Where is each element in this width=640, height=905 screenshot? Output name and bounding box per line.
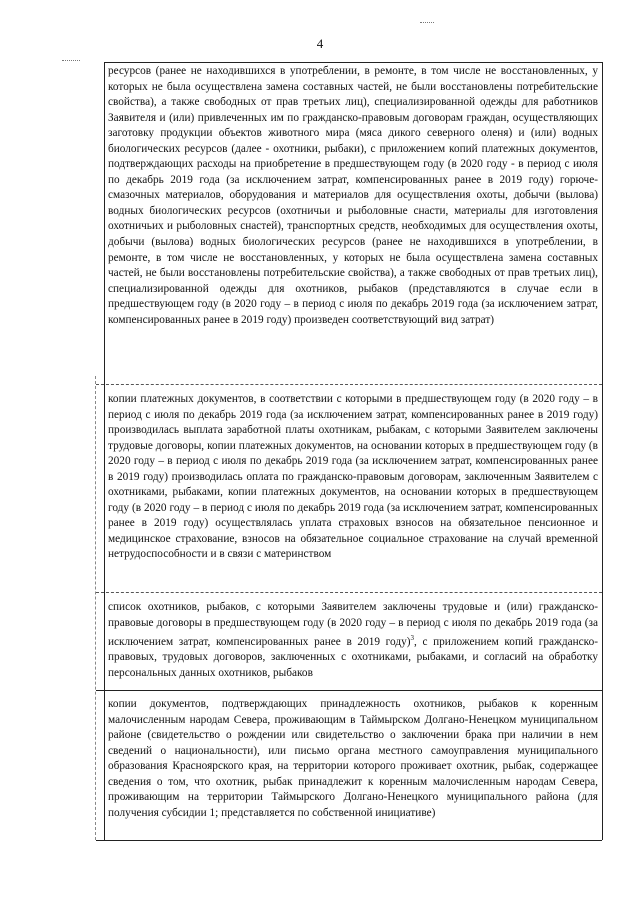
table-left-border — [104, 62, 105, 840]
row-divider — [96, 690, 602, 691]
table-right-border — [602, 62, 603, 840]
page-number: 4 — [316, 36, 324, 51]
table-bottom-border — [96, 840, 602, 841]
table-cell-block-4: копии документов, подтверждающих принадлежность охотников, рыбаков к коренным малочисленным народам Севера, проживающим в Таймырском Долгано-Ненецком муниципальном районе (свидетельство о рождении или свидетельство о заключении брака при наличии в нем сведений о национальности), или письмо органа местного самоуправления муниципального образования Красноярского края, на территории которого проживает охотник, рыбак, содержащее сведения о том, что охотник, рыбак принадлежит к коренным малочисленным народам Севера, проживающим на территории Таймырского Долгано-Ненецкого муниципального района (для получения субсидии 1; представляется по собственной инициативе) — [108, 698, 598, 819]
scan-mark — [62, 60, 80, 61]
table-cell-block-2: копии платежных документов, в соответствии с которыми в предшествующем году (в 2020 году – в период с июля по декабрь 2019 года (за исключением затрат, компенсированных ранее в 2019 году) производилась выплата заработной платы охотникам, рыбакам, с которыми Заявителем заключены трудовые договоры, копии платежных документов, на основании которых в предшествующем году (в 2020 году – в период с июля по декабрь 2019 года (за исключением затрат, компенсированных ранее в 2019 году) производилась оплата по гражданско-правовым договорам, заключенным Заявителем с охотниками, рыбаками, копии платежных документов, на основании которых в предшествующем году (в 2020 году – в период с июля по декабрь 2019 года (за исключением затрат, компенсированных ранее в 2019 году) осуществлялась уплата страховых взносов на обязательное пенсионное и медицинское страхование, взносов на обязательное социальное страхование на случай временной нетрудоспособности и в связи с материнством — [108, 393, 598, 561]
block-3-text-a: список охотников, рыбаков, с которыми Заявителем заключены трудовые и (или) гражданско-правовые договоры в предшествующем году (в 2020 году – в период с июля по декабрь 2019 года (за исключением затрат, компенсированных ранее в 2019 году) — [108, 601, 598, 648]
table-top-border — [104, 62, 602, 63]
table-cell-block-3 — [108, 600, 598, 682]
scan-mark — [420, 22, 434, 23]
footnote-ref: 3 — [410, 634, 414, 643]
table-outer-left-border — [95, 376, 96, 840]
row-divider — [96, 384, 602, 385]
table-cell-block-1: ресурсов (ранее не находившихся в употреблении, в ремонте, в том числе не восстановленных, у которых не была осуществлена замена составных частей, не были восстановлены потребительские свойства), а также свободных от прав третьих лиц), специализированной одежды для работников Заявителя и (или) привлеченных им по гражданско-правовым договорам граждан, осуществляющих заготовку продукции объектов животного мира (мяса дикого северного оленя) и (или) водных биологических ресурсов (далее - охотники, рыбаки), с приложением копий платежных документов, подтверждающих расходы на приобретение в предшествующем году (в 2020 году - в период с июля по декабрь 2019 года (за исключением затрат, компенсированных ранее в 2019 году) горюче-смазочных материалов, оборудования и материалов для осуществления охоты, добычи (вылова) водных биологических ресурсов (охотничьи и рыболовные снасти, материалы для изготовления охотничьих и рыболовных снастей), транспортных средств, необходимых для осуществления охоты, добычи (вылова) водных биологических ресурсов (ранее не находившихся в употреблении, в ремонте, в том числе не восстановленных, у которых не была осуществлена замена составных частей, не были восстановлены потребительские свойства), а также свободных от прав третьих лиц), специализированной одежды для охотников, рыбаков (представляются в случае если в предшествующем году (в 2020 году – в период с июля по декабрь 2019 года (за исключением затрат, компенсированных ранее в 2019 году) произведен соответствующий вид затрат) — [108, 65, 598, 326]
block-3-text-b: , с приложением копий гражданско-правовых, трудовых договоров, заключенных с охотниками, рыбаками, и согласий на обработку персональных данных охотников, рыбаков — [108, 635, 598, 679]
row-divider — [96, 592, 602, 593]
